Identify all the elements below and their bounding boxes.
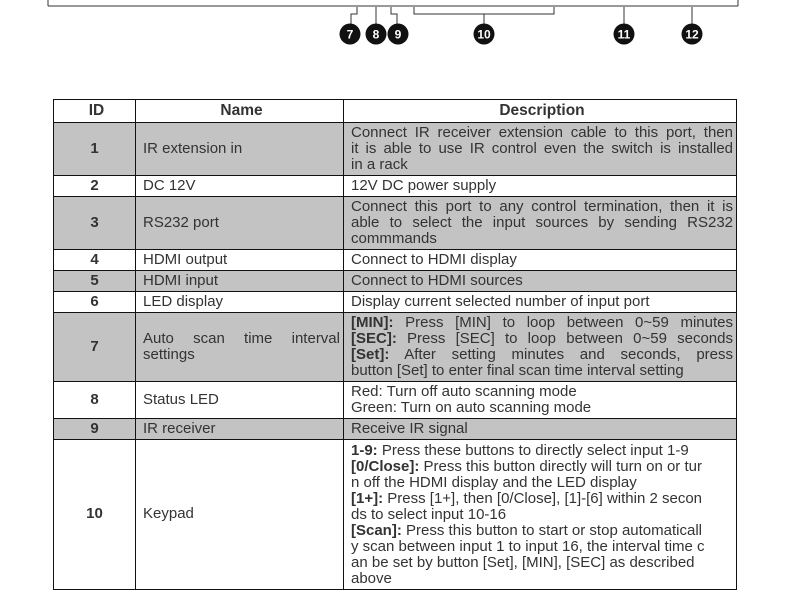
svg-text:8: 8 xyxy=(372,27,380,42)
callout-7 xyxy=(340,24,361,45)
description-line xyxy=(351,459,733,475)
row-id: 8 xyxy=(54,382,136,419)
row-name: LED display xyxy=(136,292,344,313)
callout-11 xyxy=(614,24,635,45)
term-key: [MIN]: xyxy=(351,313,394,331)
row-description: Connect to HDMI display xyxy=(344,250,737,271)
table-row xyxy=(54,313,737,382)
svg-text:10: 10 xyxy=(477,27,491,42)
callout-9 xyxy=(388,24,409,45)
row-id: 6 xyxy=(54,292,136,313)
description-line xyxy=(351,347,733,363)
description-line: commmands xyxy=(351,229,437,247)
table-header-row xyxy=(54,100,737,123)
row-description: Display current selected number of input port xyxy=(344,292,737,313)
row-name: Status LED xyxy=(136,382,344,419)
row-id: 2 xyxy=(54,176,136,197)
row-description xyxy=(344,440,737,590)
row-id: 1 xyxy=(54,123,136,176)
table-row xyxy=(54,176,737,197)
description-line xyxy=(351,523,733,539)
description-line: n off the HDMI display and the LED display xyxy=(351,473,637,491)
row-name xyxy=(136,313,344,382)
term-text: Press these buttons to directly select input 1-9 xyxy=(381,441,689,459)
row-id: 4 xyxy=(54,250,136,271)
spec-table xyxy=(53,99,737,590)
description-line: button [Set] to enter final scan time interval setting xyxy=(351,361,684,379)
description-line: it is able to use IR control even the switch is installed xyxy=(351,139,733,157)
description-line: above xyxy=(351,569,392,587)
table-row xyxy=(54,382,737,419)
row-description xyxy=(344,123,737,176)
term-text: Press [MIN] to loop between 0~59 minutes xyxy=(405,313,733,331)
table-row xyxy=(54,419,737,440)
row-id: 10 xyxy=(54,440,136,590)
description-line xyxy=(351,331,733,347)
term-key: [Scan]: xyxy=(351,521,402,539)
row-name: IR extension in xyxy=(136,123,344,176)
description-line xyxy=(351,491,733,507)
description-line: an be set by button [Set], [MIN], [SEC] as described xyxy=(351,553,695,571)
row-id: 5 xyxy=(54,271,136,292)
header-description: Description xyxy=(344,100,737,123)
device-diagram xyxy=(0,0,790,60)
description-line xyxy=(351,315,733,331)
callout-12 xyxy=(682,24,703,45)
row-description: Connect to HDMI sources xyxy=(344,271,737,292)
row-description xyxy=(344,197,737,250)
row-name: Keypad xyxy=(136,440,344,590)
row-description xyxy=(344,313,737,382)
table-row xyxy=(54,440,737,590)
description-line: Red: Turn off auto scanning mode xyxy=(351,382,577,400)
row-description: 12V DC power supply xyxy=(344,176,737,197)
leader-lines xyxy=(351,7,692,24)
row-name: HDMI output xyxy=(136,250,344,271)
svg-text:11: 11 xyxy=(617,27,631,42)
svg-text:9: 9 xyxy=(394,27,402,42)
description-line: y scan between input 1 to input 16, the interval time c xyxy=(351,537,705,555)
description-line: in a rack xyxy=(351,155,408,173)
term-text: Press this button directly will turn on or tur xyxy=(423,457,702,475)
term-key: [1+]: xyxy=(351,489,384,507)
term-key: 1-9: xyxy=(351,441,378,459)
term-text: Press [1+], then [0/Close], [1]-[6] within 2 secon xyxy=(387,489,703,507)
row-id: 9 xyxy=(54,419,136,440)
table-row xyxy=(54,292,737,313)
name-line: Auto scan time interval xyxy=(143,329,340,347)
svg-text:12: 12 xyxy=(685,27,699,42)
table-row xyxy=(54,123,737,176)
description-line xyxy=(351,443,733,459)
term-text: After setting minutes and seconds, press xyxy=(404,345,733,363)
header-id: ID xyxy=(54,100,136,123)
callout-8 xyxy=(366,24,387,45)
row-description: Receive IR signal xyxy=(344,419,737,440)
term-text: Press this button to start or stop automaticall xyxy=(406,521,702,539)
table-row xyxy=(54,197,737,250)
row-name: IR receiver xyxy=(136,419,344,440)
term-key: [0/Close]: xyxy=(351,457,420,475)
row-id: 3 xyxy=(54,197,136,250)
device-outline xyxy=(48,0,738,6)
row-name: DC 12V xyxy=(136,176,344,197)
description-line: ds to select input 10-16 xyxy=(351,505,507,523)
description-line: Connect IR receiver extension cable to this port, then xyxy=(351,123,733,141)
header-name: Name xyxy=(136,100,344,123)
description-line: able to select the input sources by sending RS232 xyxy=(351,213,733,231)
term-text: Press [SEC] to loop between 0~59 seconds xyxy=(407,329,733,347)
description-line: Connect this port to any control termination, then it is xyxy=(351,197,733,215)
description-line: Green: Turn on auto scanning mode xyxy=(351,398,592,416)
term-key: [Set]: xyxy=(351,345,390,363)
svg-text:7: 7 xyxy=(346,27,354,42)
row-description xyxy=(344,382,737,419)
row-name: HDMI input xyxy=(136,271,344,292)
row-name: RS232 port xyxy=(136,197,344,250)
row-id: 7 xyxy=(54,313,136,382)
callout-10 xyxy=(474,24,495,45)
table-row xyxy=(54,250,737,271)
term-key: [SEC]: xyxy=(351,329,397,347)
name-line: settings xyxy=(143,345,195,363)
table-row xyxy=(54,271,737,292)
